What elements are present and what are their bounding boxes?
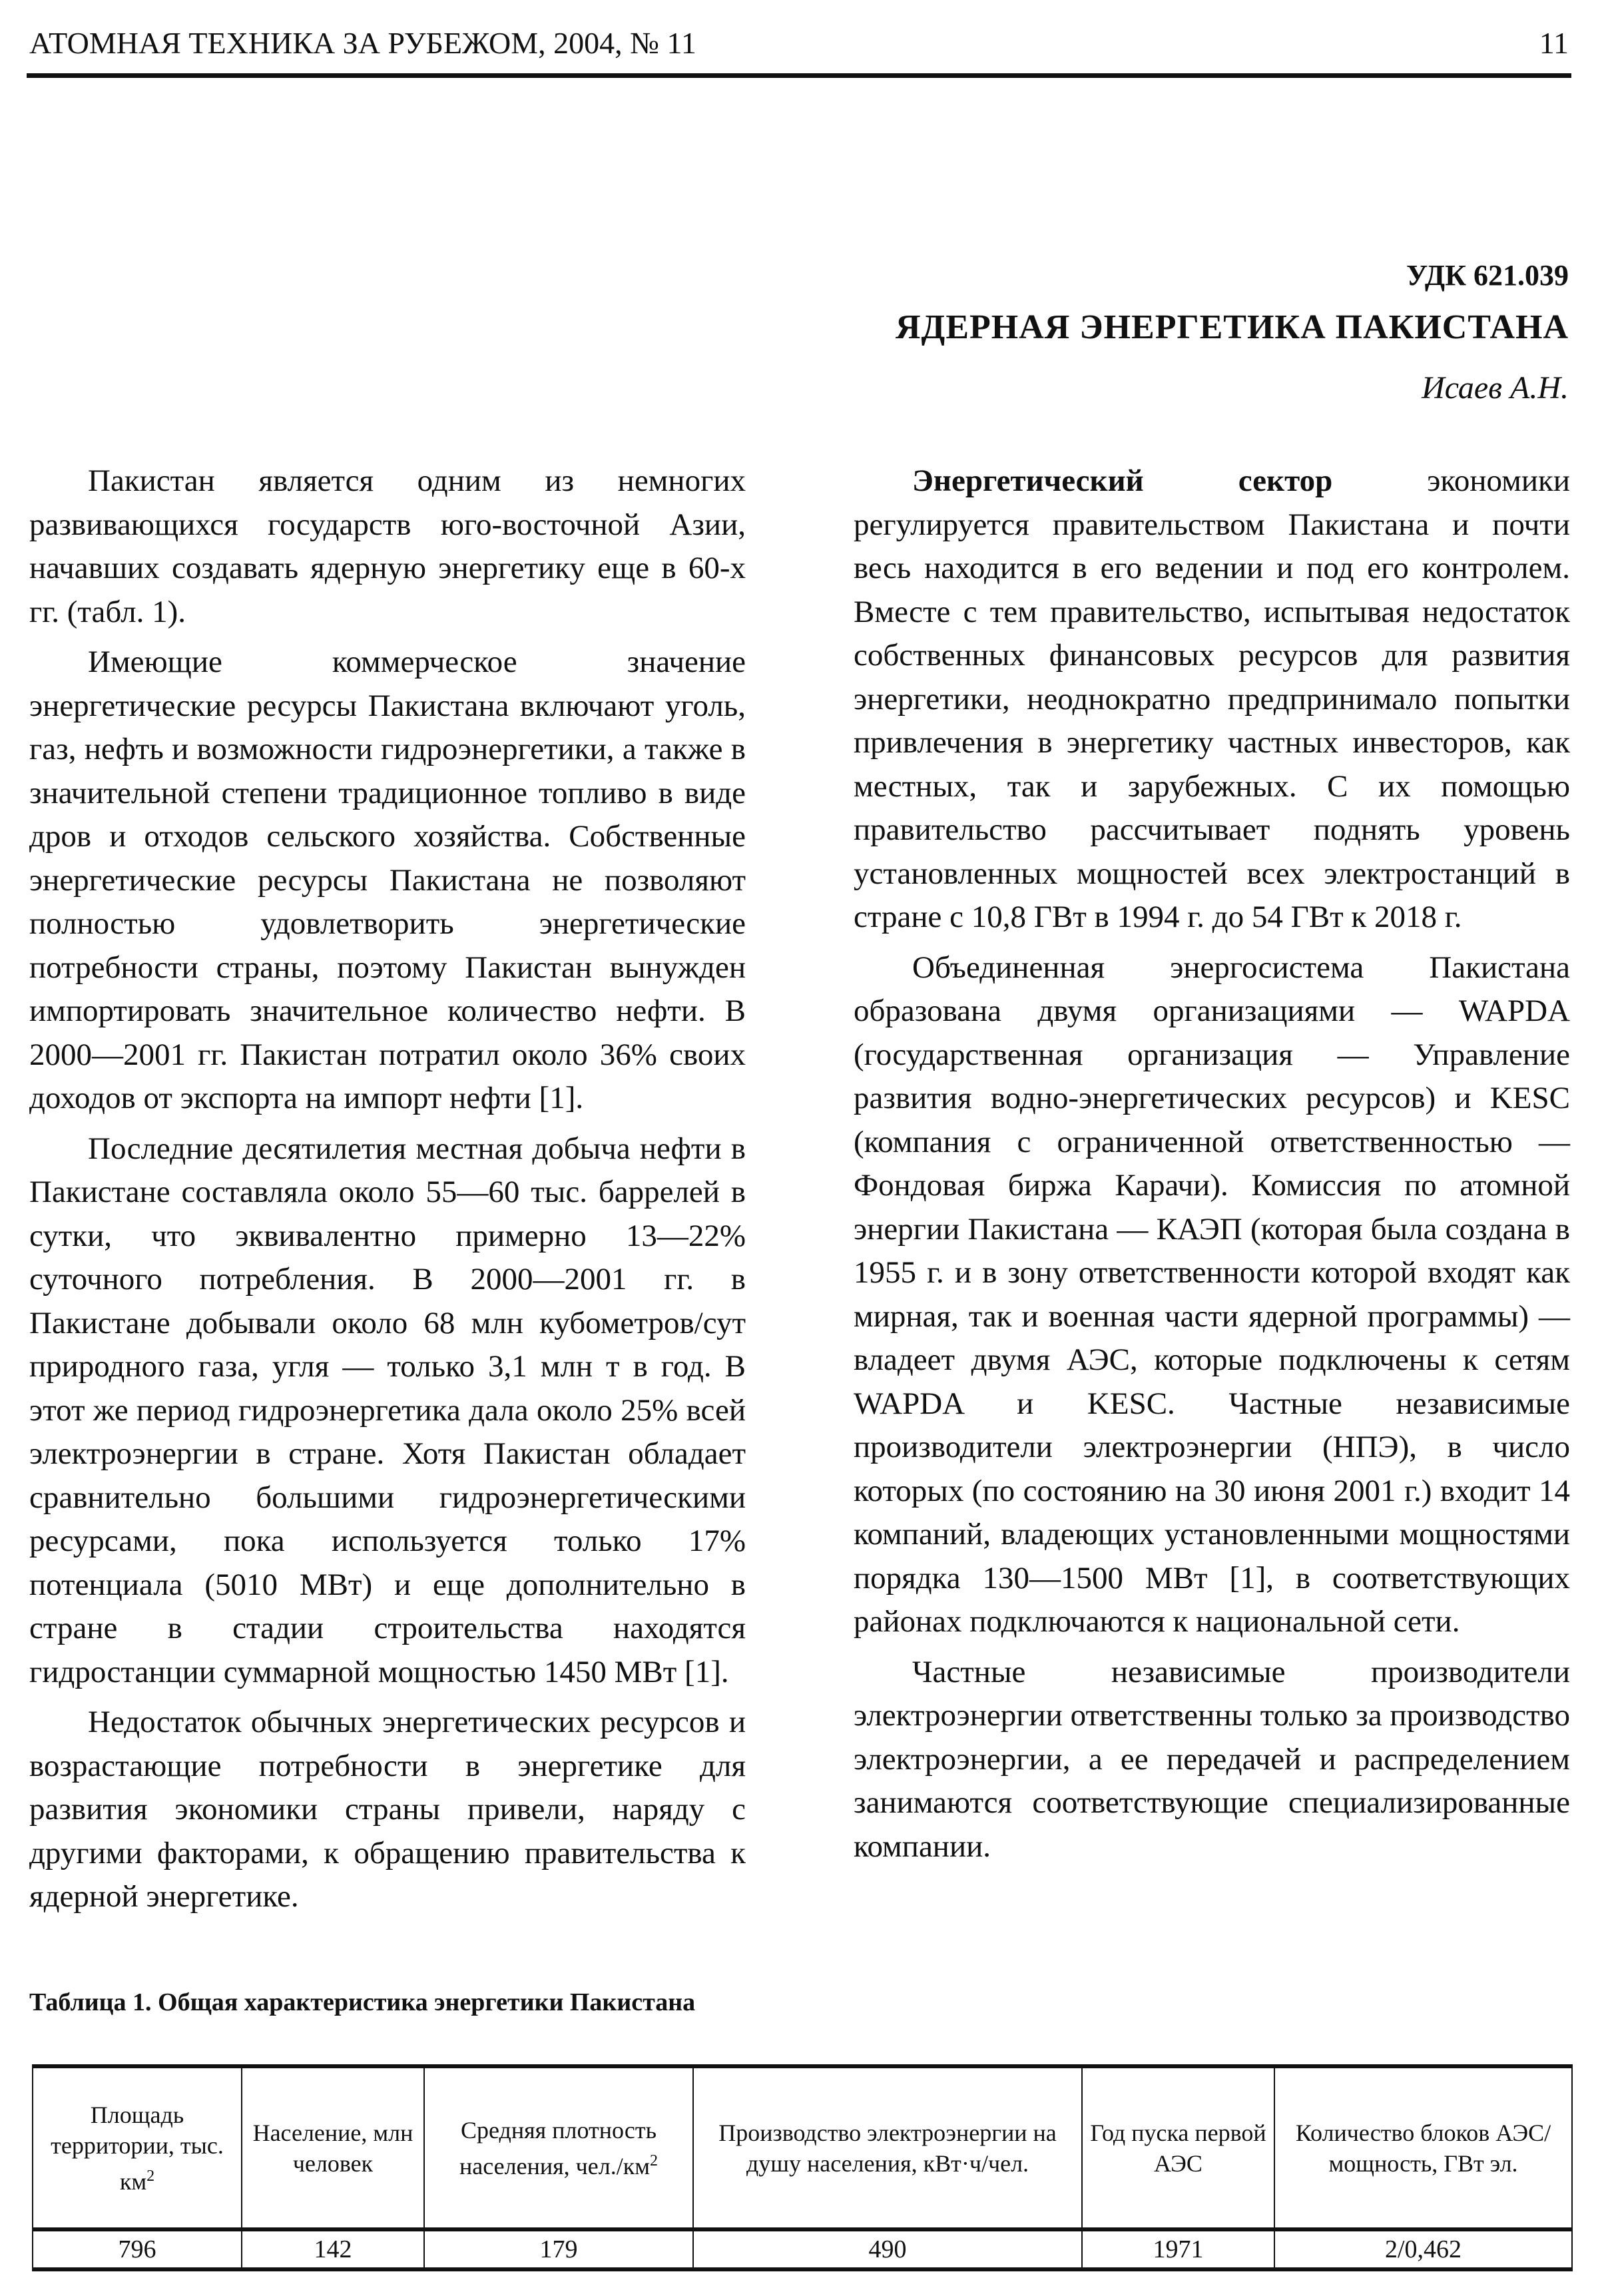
table-cell: 142: [242, 2229, 424, 2269]
journal-title: АТОМНАЯ ТЕХНИКА ЗА РУБЕЖОМ, 2004, № 11: [29, 26, 696, 60]
column-header: Производство электроэнергии на душу населения, кВт·ч/чел.: [693, 2066, 1082, 2229]
paragraph-text: экономики регулируется правительством Пакистана и почти весь находится в его ведении и под его контролем. Вместе с тем правительство, испытывая недостаток собственных финансовых ресурсов для развития энергетики, неоднократно предпринимало попытки привлечения в энергетику частных инвесторов, как местных, так и зарубежных. С их помощью правительство рассчитывает поднять уровень установленных мощностей всех электростанций в стране с 10,8 ГВт в 1994 г. до 54 ГВт к 2018 г.: [854, 463, 1570, 934]
column-header: Население, млн человек: [242, 2066, 424, 2229]
left-column: [29, 459, 746, 1919]
table-cell: 796: [33, 2229, 242, 2269]
table-cell: 2/0,462: [1274, 2229, 1572, 2269]
page-number: 11: [1539, 26, 1569, 60]
paragraph: Последние десятилетия местная добыча нефти в Пакистане составляла около 55—60 тыс. баррелей в сутки, что эквивалентно примерно 13—22% суточного потребления. В 2000—2001 гг. в Пакистане добывали около 68 млн кубометров/сут природного газа, угля — только 3,1 млн т в год. В этот же период гидроэнергетика дала около 25% всей электроэнергии в стране. Хотя Пакистан обладает сравнительно большими гидроэнергетическими ресурсами, пока используется только 17% потенциала (5010 МВт) и еще дополнительно в стране в стадии строительства находятся гидростанции суммарной мощностью 1450 МВт [1].: [29, 1131, 746, 1689]
table-cell: 490: [693, 2229, 1082, 2269]
column-header: Год пуска первой АЭС: [1082, 2066, 1274, 2229]
paragraph: Пакистан является одним из немногих развивающихся государств юго-восточной Азии, начавших создавать ядерную энергетику еще в 60-х гг. (табл. 1).: [29, 463, 746, 629]
paragraph: [854, 459, 1570, 940]
right-column: [854, 459, 1570, 1868]
table-header-row: [33, 2066, 1572, 2229]
running-header: [29, 25, 1569, 65]
paragraph: Недостаток обычных энергетических ресурсов и возрастающие потребности в энергетике для развития экономики страны привели, наряду с другими факторами, к обращению правительства к ядерной энергетике.: [29, 1705, 746, 1914]
paragraph: Имеющие коммерческое значение энергетические ресурсы Пакистана включают уголь, газ, нефть и возможности гидроэнергетики, а также в значительной степени традиционное топливо в виде дров и отходов сельского хозяйства. Собственные энергетические ресурсы Пакистана не позволяют полностью удовлетворить энергетические потребности страны, поэтому Пакистан вынужден импортировать значительное количество нефти. В 2000—2001 гг. Пакистан потратил около 36% своих доходов от экспорта на импорт нефти [1].: [29, 645, 746, 1115]
bold-term: Энергетический сектор: [912, 463, 1333, 498]
paragraph: Частные независимые производители электроэнергии ответственны только за производство электроэнергии, а ее передачей и распределением занимаются соответствующие специализированные компании.: [854, 1654, 1570, 1864]
table-caption: Таблица 1. Общая характеристика энергетики Пакистана: [29, 1988, 696, 2016]
paragraph: Объединенная энергосистема Пакистана образована двумя организациями — WAPDA (государственная организация — Управление развития водно-энергетических ресурсов) и KESC (компания с ограниченной ответственностью — Фондовая биржа Карачи). Комиссия по атомной энергии Пакистана — КАЭП (которая была создана в 1955 г. и в зону ответственности которой входят как мирная, так и военная части ядерной программы) — владеет двумя АЭС, которые подключены к сетям WAPDA и KESC. Частные независимые производители электроэнергии (НПЭ), в число которых (по состоянию на 30 июня 2001 г.) входит 14 компаний, владеющих установленными мощностями порядка 130—1500 МВт [1], в соответствующих районах подключаются к национальной сети.: [854, 950, 1570, 1639]
article-title: ЯДЕРНАЯ ЭНЕРГЕТИКА ПАКИСТАНА: [896, 308, 1569, 346]
energy-table: [32, 2064, 1573, 2271]
udk-code: УДК 621.039: [1406, 259, 1569, 292]
table-cell: 1971: [1082, 2229, 1274, 2269]
article-author: Исаев А.Н.: [1422, 370, 1569, 406]
table-cell: 179: [424, 2229, 693, 2269]
column-header: Средняя плотность населения, $чел./км^2$: [424, 2066, 693, 2229]
column-header: Площадь территории, тыс. $км^2$: [33, 2066, 242, 2229]
table-row: [33, 2229, 1572, 2269]
column-header: Количество блоков АЭС/мощность, ГВт эл.: [1274, 2066, 1572, 2229]
header-rule: [27, 73, 1571, 78]
